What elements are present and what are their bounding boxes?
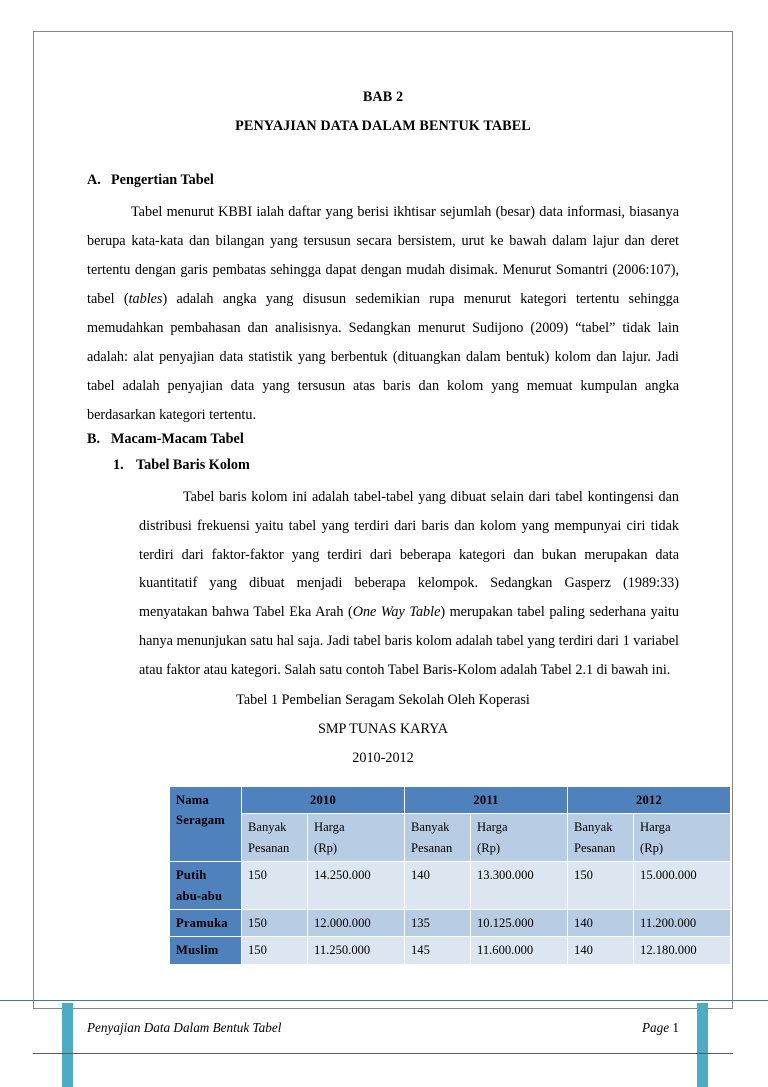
table-header-year-2010: 2010: [242, 787, 405, 814]
document-content: [87, 90, 679, 773]
subsection-b1-paragraph: [87, 483, 679, 686]
table-cell: 11.600.000: [471, 937, 568, 964]
table-caption-line-2: SMP TUNAS KARYA: [317, 721, 449, 738]
table-caption-line-3: 2010-2012: [352, 750, 414, 767]
subheader-text: Banyak: [574, 820, 613, 835]
subsection-b1-paragraph-part-1: Tabel baris kolom ini adalah tabel-tabel yang dibuat selain dari tabel kontingensi dan distribusi frekuensi yaitu tabel yang terdiri dari baris dan kolom yang mempunyai ciri tidak terdiri dari faktor-faktor yang terdiri dari beberapa kategori dan bukan merupakan data kuantitatif yang dibuat menjadi beberapa kelompok. Sedangkan Gasperz (1989:33) menyatakan bahwa Tabel Eka Arah (: [139, 488, 679, 621]
table-cell: 150: [242, 862, 308, 910]
subsection-b1-marker: 1.: [113, 456, 124, 473]
section-a-paragraph-part-2: ) adalah angka yang disusun sedemikian rupa menurut kategori tertentu sehingga memudahkan pembahasan dan analisisnya. Sedangkan menurut Sudijono (2009) “tabel” tidak lain adalah: alat penyajian data statistik yang berbentuk (dituangkan dalam bentuk) kolom dan lajur. Jadi tabel adalah penyajian data yang tersusun atas baris dan kolom yang memuat kumpulan angka berdasarkan kategori tertentu.: [87, 290, 679, 423]
table-header-year-2011: 2011: [405, 787, 568, 814]
subheader-text: Banyak: [411, 820, 450, 835]
table-header-row-subs: [170, 814, 731, 862]
page-number: 1: [672, 1020, 679, 1035]
page-footer: [87, 1020, 679, 1036]
table-subheader-price-2010: [308, 814, 405, 862]
data-table-container: [169, 786, 697, 965]
footer-divider: [33, 1053, 733, 1054]
table-header-row-years: [170, 787, 731, 814]
subheader-text: Pesanan: [411, 840, 453, 855]
row-label-line: Putih: [176, 868, 207, 883]
footer-accent-bar-right: [697, 1003, 708, 1087]
subheader-text: Harga: [314, 820, 345, 835]
table-header-year-2012: 2012: [568, 787, 731, 814]
footer-accent-rule: [0, 1000, 768, 1001]
section-b-heading-text: Macam-Macam Tabel: [111, 430, 244, 447]
section-a-heading: [87, 172, 679, 189]
subheader-text: Pesanan: [248, 840, 290, 855]
subsection-b1-heading-text: Tabel Baris Kolom: [136, 456, 250, 473]
section-a-paragraph-part-1: Tabel menurut KBBI ialah daftar yang berisi ikhtisar sejumlah (besar) data informasi, biasanya berupa kata-kata dan bilangan yang tersusun secara bersistem, urut ke bawah dalam lajur dan deret tertentu dengan garis pembatas sehingga dapat dengan mudah disimak. Menurut Somantri (2006:107), tabel (: [87, 203, 679, 307]
subheader-text: Harga: [477, 820, 508, 835]
footer-accent-bar-left: [62, 1003, 73, 1087]
table-row: [170, 862, 731, 910]
subheader-text: Harga: [640, 820, 671, 835]
table-cell: 150: [242, 909, 308, 936]
table-subheader-price-2011: [471, 814, 568, 862]
table-cell: 10.125.000: [471, 909, 568, 936]
table-row-label-pramuka: Pramuka: [170, 909, 242, 936]
table-cell: 15.000.000: [634, 862, 731, 910]
table-cell: 150: [568, 862, 634, 910]
table-cell: 13.300.000: [471, 862, 568, 910]
table-cell: 135: [405, 909, 471, 936]
table-subheader-qty-2010: [242, 814, 308, 862]
table-row-label-muslim: Muslim: [170, 937, 242, 964]
chapter-label: BAB 2: [362, 89, 404, 105]
table-row-header-label: [170, 787, 242, 862]
section-a-paragraph: [87, 198, 679, 430]
table-cell: 140: [405, 862, 471, 910]
row-header-line-2: Seragam: [176, 813, 225, 828]
section-b-heading: [87, 431, 679, 448]
table-subheader-qty-2011: [405, 814, 471, 862]
table-cell: 14.250.000: [308, 862, 405, 910]
table-row: [170, 909, 731, 936]
section-a-marker: A.: [87, 171, 101, 188]
subsection-b1-paragraph-italic: One Way Table: [352, 604, 441, 621]
page-number-label: [642, 1020, 679, 1036]
table-cell: 140: [568, 909, 634, 936]
table-row: [170, 937, 731, 964]
table-cell: 12.180.000: [634, 937, 731, 964]
table-cell: 12.000.000: [308, 909, 405, 936]
table-cell: 11.250.000: [308, 937, 405, 964]
row-label-line: abu-abu: [176, 888, 223, 903]
subheader-text: Banyak: [248, 820, 287, 835]
table-subheader-price-2012: [634, 814, 731, 862]
page-word: Page: [642, 1020, 670, 1035]
subsection-b1-paragraph-part-2: ) merupakan tabel paling sederhana yaitu hanya menunjukan satu hal saja. Jadi tabel baris kolom adalah tabel yang terdiri dari 1 variabel atau faktor atau kategori. Salah satu contoh Tabel Baris-Kolom adalah Tabel 2.1 di bawah ini.: [139, 604, 679, 679]
table-row-label-putih: [170, 862, 242, 910]
row-header-line-1: Nama: [176, 793, 209, 807]
table-caption-line-1: Tabel 1 Pembelian Seragam Sekolah Oleh Koperasi: [236, 692, 530, 709]
table-cell: 11.200.000: [634, 909, 731, 936]
section-b-marker: B.: [87, 430, 101, 447]
subheader-text: (Rp): [477, 840, 501, 855]
section-a-paragraph-italic: tables: [128, 290, 163, 307]
table-cell: 145: [405, 937, 471, 964]
footer-title: Penyajian Data Dalam Bentuk Tabel: [87, 1020, 282, 1035]
uniform-purchase-table: [169, 786, 731, 965]
subheader-text: (Rp): [314, 840, 338, 855]
section-a-heading-text: Pengertian Tabel: [111, 171, 214, 188]
table-cell: 140: [568, 937, 634, 964]
subsection-b1-heading: [87, 457, 679, 474]
table-cell: 150: [242, 937, 308, 964]
table-subheader-qty-2012: [568, 814, 634, 862]
subheader-text: Pesanan: [574, 840, 616, 855]
chapter-title: PENYAJIAN DATA DALAM BENTUK TABEL: [235, 117, 531, 134]
subheader-text: (Rp): [640, 840, 664, 855]
